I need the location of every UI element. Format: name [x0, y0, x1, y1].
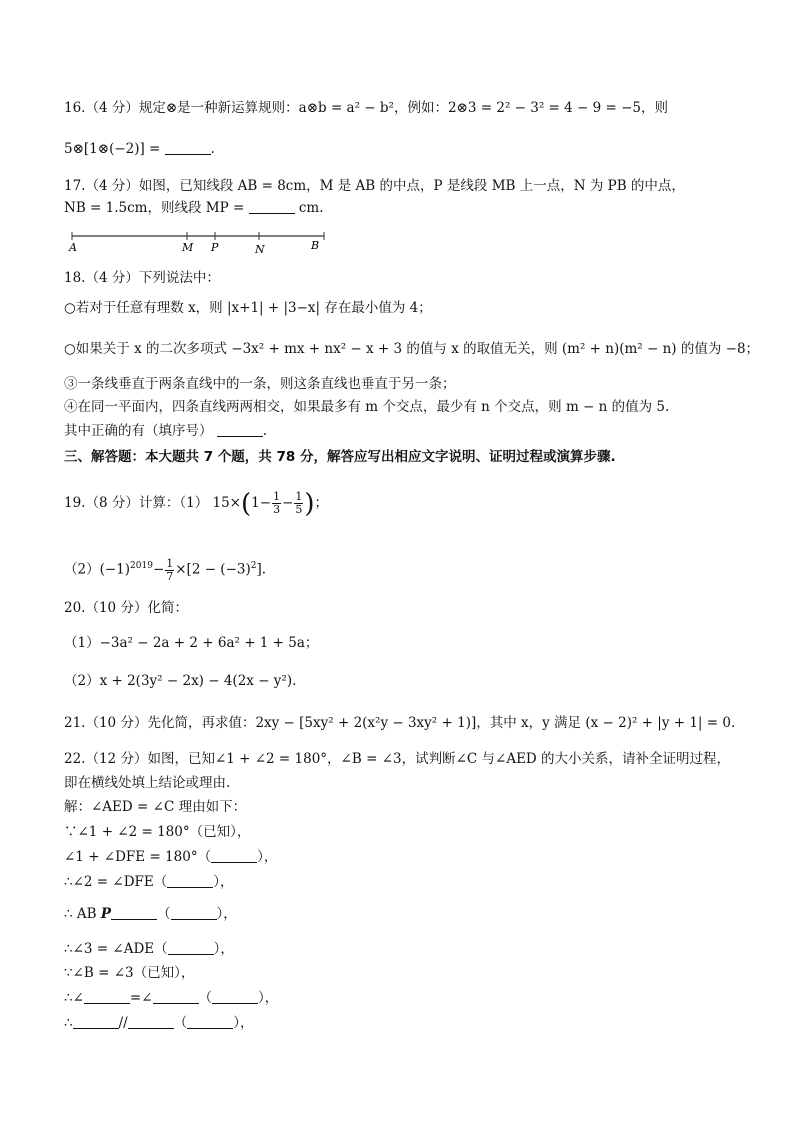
q18-answer-blank[interactable] — [217, 422, 263, 437]
q22-step2-end: ）， — [257, 849, 278, 865]
q16-line1: 16.（4 分）规定⊗是一种新运算规则：a⊗b = a² − b²，例如：2⊗3 = 2² − 3² = 4 − 9 = −5，则 — [64, 100, 669, 116]
q22-step4-blank-b[interactable] — [171, 905, 217, 920]
q22-step7-open: （ — [198, 990, 213, 1006]
q19-p1-a: 1− — [251, 495, 272, 511]
q18-item3: ③一条线垂直于两条直线中的一条，则这条直线也垂直于另一条； — [64, 376, 456, 392]
q18-item1: ○若对于任意有理数 x，则 |x+1| + |3−x| 存在最小值为 4； — [64, 300, 432, 316]
q18-answer-line: 其中正确的有（填序号） . — [64, 423, 268, 439]
q20-part2: （2）x + 2(3y² − 2x) − 4(2x − y²). — [64, 673, 297, 689]
q19-part2 — [64, 551, 764, 585]
q17-segment-diagram — [66, 226, 336, 256]
q19-p2-bracket-exponent: 2 — [250, 561, 257, 571]
q19-fraction-1-3: $\frac{1}{3}$ — [273, 490, 281, 516]
q18-item2: ○如果关于 x 的二次多项式 −3x² + mx + nx² − x + 3 的值与 x 的取值无关，则 (m² + n)(m² − n) 的值为 −8； — [64, 341, 760, 357]
q22-step4-end: ）， — [216, 906, 237, 922]
point-label-m: M — [182, 241, 194, 254]
q19-head: 19.（8 分）计算：（1） — [64, 495, 209, 511]
q19-p2-base: (−1) — [99, 561, 131, 578]
q22-step5-end: ）， — [213, 941, 234, 957]
q22-step4-text: ∴ AB — [64, 906, 97, 922]
q19-p1-pre: 15× — [212, 495, 241, 511]
q17-answer-blank[interactable] — [249, 199, 295, 214]
q22-step7-blank-c[interactable] — [212, 989, 258, 1004]
q22-step7-blank-b[interactable] — [153, 989, 199, 1004]
q19-p2-minus: − — [152, 561, 165, 578]
q22-solution-intro: 解：∠AED = ∠C 理由如下： — [64, 799, 247, 815]
q22-step4-blank-a[interactable] — [111, 905, 157, 920]
point-label-b: B — [311, 239, 320, 252]
q22-step5-text: ∴∠3 = ∠ADE（ — [64, 941, 168, 957]
q22-step2-blank[interactable] — [211, 848, 257, 863]
q22-step8-prefix: ∴ — [64, 1015, 73, 1031]
q22-step8-blank-c[interactable] — [187, 1014, 233, 1029]
q20-part1: （1）−3a² − 2a + 2 + 6a² + 1 + 5a； — [64, 635, 319, 651]
q22-step7-end: ）， — [258, 990, 279, 1006]
q22-line2: 即在横线处填上结论或理由. — [64, 775, 231, 791]
q22-step8-blank-b[interactable] — [128, 1014, 174, 1029]
q19-fraction-1-7: $\frac{1}{7}$ — [166, 556, 174, 583]
q22-line1: 22.（12 分）如图，已知∠1 + ∠2 = 180°，∠B = ∠3，试判断∠C 与∠AED 的大小关系，请补全证明过程， — [64, 751, 731, 767]
q22-step8-parallel: // — [118, 1015, 128, 1031]
q17-given: NB = 1.5cm，则线段 MP = — [64, 200, 245, 216]
q16-line2 — [64, 139, 764, 159]
section-3-heading: 三、解答题：本大题共 7 个题，共 78 分，解答应写出相应文字说明、证明过程或演算步骤. — [64, 449, 616, 465]
q20-head: 20.（10 分）化简： — [64, 600, 188, 616]
q17-line2 — [64, 198, 764, 218]
q22-step8-blank-a[interactable] — [73, 1014, 119, 1029]
q17-unit: cm. — [298, 200, 324, 216]
q19-fraction-1-5: $\frac{1}{5}$ — [295, 490, 303, 516]
q18-answer-prompt: 其中正确的有（填序号） — [64, 423, 213, 439]
q22-step5 — [64, 939, 764, 959]
q19-p2-end: ]. — [256, 561, 267, 578]
point-label-p: P — [211, 241, 219, 254]
q22-step8-end: ）， — [233, 1015, 254, 1031]
q22-step5-blank[interactable] — [168, 940, 214, 955]
q22-step2-text: ∠1 + ∠DFE = 180°（ — [64, 849, 212, 865]
q22-step3-blank[interactable] — [167, 873, 213, 888]
q22-step7-blank-a[interactable] — [84, 989, 130, 1004]
q19-p2-label: （2） — [64, 561, 100, 578]
q22-step4 — [64, 904, 764, 924]
q22-step7 — [64, 988, 764, 1008]
q22-step3-text: ∴∠2 = ∠DFE（ — [64, 874, 168, 890]
q22-step7-equals: =∠ — [129, 990, 153, 1006]
q22-step3-end: ）， — [213, 874, 234, 890]
q22-step2 — [64, 847, 764, 867]
q22-step4-open: （ — [157, 906, 171, 922]
q16-answer-blank[interactable] — [165, 140, 211, 155]
q22-parallel-symbol: P — [100, 906, 112, 922]
q16-period: . — [210, 141, 215, 157]
q17-line1: 17.（4 分）如图，已知线段 AB = 8cm，M 是 AB 的中点，P 是线段 MB 上一点，N 为 PB 的中点， — [64, 178, 685, 194]
q16-expression: 5⊗[1⊗(−2)] = — [64, 141, 161, 157]
q19-p2-exponent: 2019 — [130, 561, 153, 571]
q22-step8-open: （ — [173, 1015, 188, 1031]
point-label-a: A — [69, 241, 77, 254]
q19-p2-bracket: ×[2 − (−3) — [175, 561, 251, 578]
q19-part1: 19.（8 分）计算：（1） 15×(1− $\frac{1}{3}$ − $\frac{1}{5}$ )； — [64, 489, 329, 519]
q22-step8 — [64, 1013, 764, 1033]
q21-text: 21.（10 分）先化简，再求值：2xy − [5xy² + 2(x²y − 3xy² + 1)]，其中 x，y 满足 (x − 2)² + |y + 1| = 0. — [64, 715, 736, 731]
q22-step3 — [64, 872, 764, 892]
point-label-n: N — [255, 243, 265, 256]
q22-step7-prefix: ∴∠ — [64, 990, 84, 1006]
q19-p1-end: ； — [314, 495, 329, 511]
q18-head: 18.（4 分）下列说法中： — [64, 270, 220, 286]
q18-item4: ④在同一平面内，四条直线两两相交，如果最多有 m 个交点，最少有 n 个交点，则 m − n 的值为 5. — [64, 399, 670, 415]
q22-step1: ∵∠1 + ∠2 = 180°（已知）， — [64, 824, 251, 840]
q22-step6: ∵∠B = ∠3（已知）， — [64, 965, 195, 981]
